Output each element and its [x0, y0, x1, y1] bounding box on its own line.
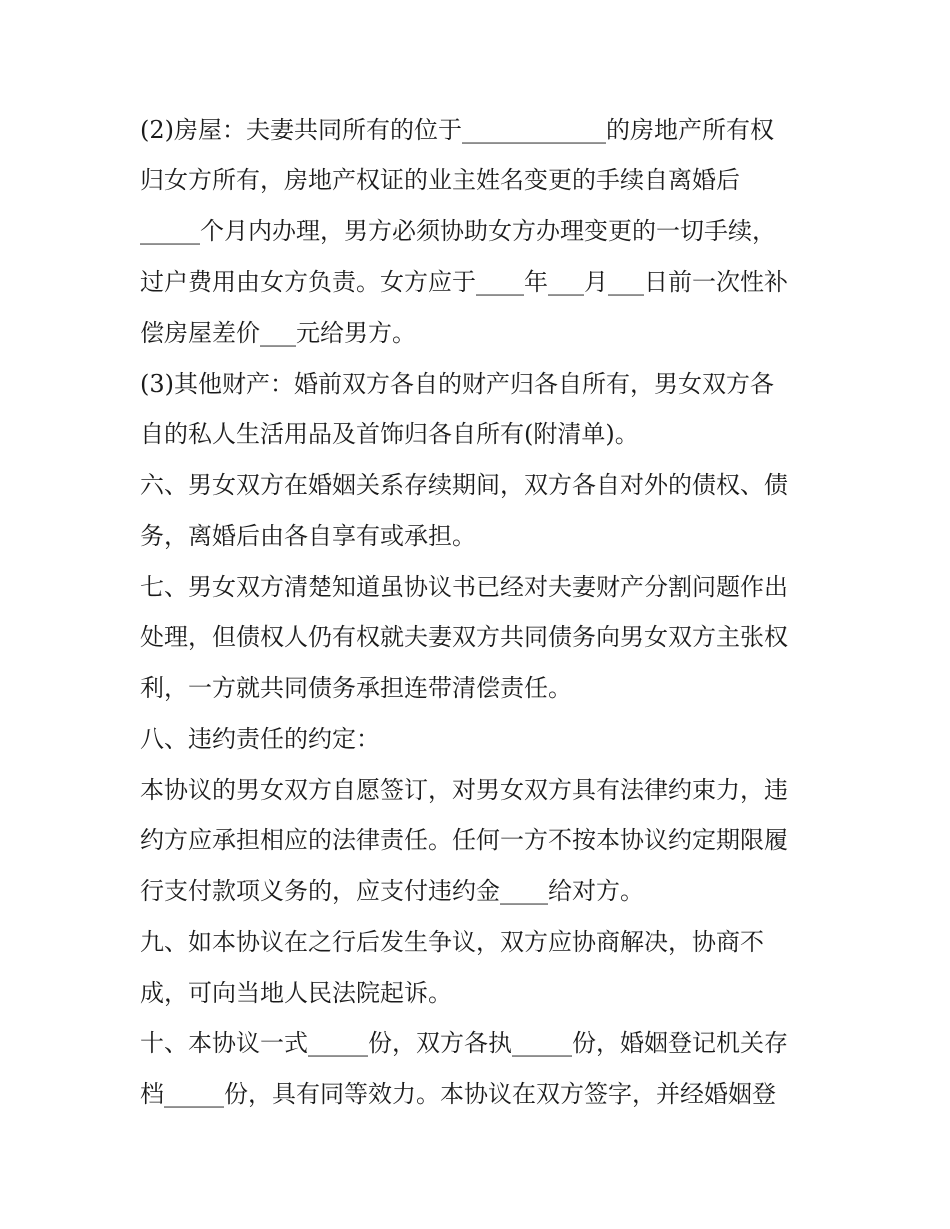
text-line: 六、男女双方在婚姻关系存续期间，双方各自对外的债权、债: [140, 471, 788, 499]
text-line: 八、违约责任的约定：: [140, 725, 380, 753]
text-line: 利，一方就共同债务承担连带清偿责任。: [140, 674, 572, 702]
text-line: 行支付款项义务的，应支付违约金____给对方。: [140, 877, 644, 905]
text-line: 档_____份，具有同等效力。本协议在双方签字，并经婚姻登: [140, 1080, 776, 1108]
text-line: 处理，但债权人仍有权就夫妻双方共同债务向男女双方主张权: [140, 623, 788, 651]
text-line: 本协议的男女双方自愿签订，对男女双方具有法律约束力，违: [140, 776, 788, 804]
text-line: 九、如本协议在之行后发生争议，双方应协商解决，协商不: [140, 928, 764, 956]
text-line: 务，离婚后由各自享有或承担。: [140, 522, 476, 550]
text-line: (2)房屋：夫妻共同所有的位于____________的房地产所有权: [140, 116, 774, 144]
text-line: 七、男女双方清楚知道虽协议书已经对夫妻财产分割问题作出: [140, 573, 788, 601]
text-line: 自的私人生活用品及首饰归各自所有(附清单)。: [140, 420, 639, 448]
text-line: _____个月内办理，男方必须协助女方办理变更的一切手续，: [140, 217, 776, 245]
text-line: 约方应承担相应的法律责任。任何一方不按本协议约定期限履: [140, 826, 788, 854]
text-line: 偿房屋差价___元给男方。: [140, 319, 416, 347]
text-line: 十、本协议一式_____份，双方各执_____份，婚姻登记机关存: [140, 1029, 788, 1057]
text-line: 归女方所有，房地产权证的业主姓名变更的手续自离婚后: [140, 166, 740, 194]
text-line: 过户费用由女方负责。女方应于____年___月___日前一次性补: [140, 268, 788, 296]
text-line: 成，可向当地人民法院起诉。: [140, 979, 452, 1007]
text-line: (3)其他财产：婚前双方各自的财产归各自所有，男女双方各: [140, 370, 774, 398]
